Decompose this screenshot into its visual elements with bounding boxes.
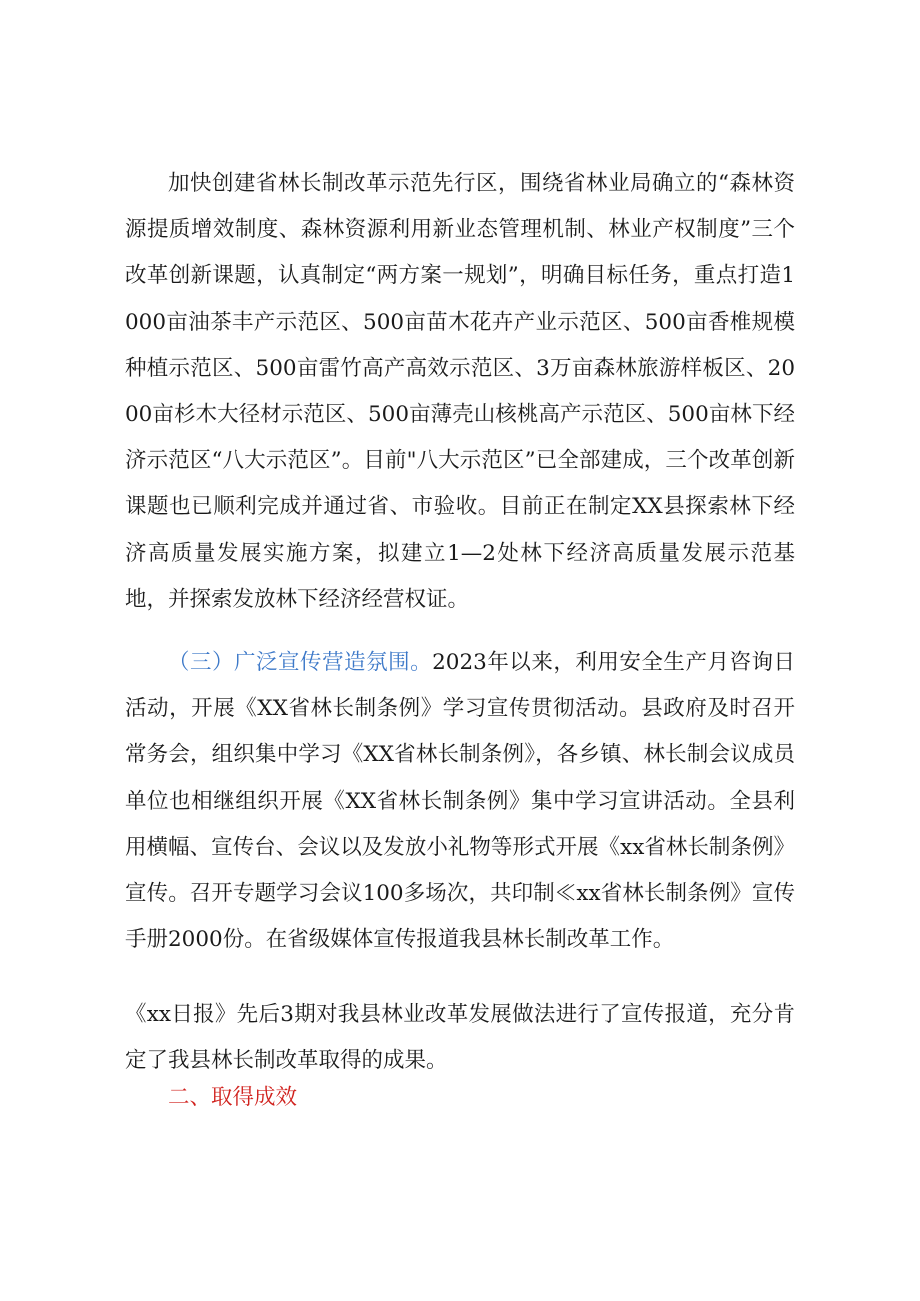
- body-paragraph-publicity: [125, 640, 795, 963]
- publicity-body-text: 2023年以来，利用安全生产月咨询日活动，开展《XX省林长制条例》学习宣传贯彻活动。县政府及时召开常务会，组织集中学习《XX省林长制条例》，各乡镇、林长制会议成员单位也相继组织开展《XX省林长制条例》集中学习宣讲活动。全县利用横幅、宣传台、会议以及发放小礼物等形式开展《xx省林长制条例》宣传。召开专题学习会议100多场次，共印制≪xx省林长制条例》宣传手册2000份。在省级媒体宣传报道我县林长制改革工作。: [125, 650, 795, 953]
- subheading-publicity: （三）广泛宣传营造氛围。: [168, 650, 433, 675]
- body-paragraph-pilot-zone: 加快创建省林长制改革示范先行区，围绕省林业局确立的“森林资源提质增效制度、森林资源利用新业态管理机制、林业产权制度”三个改革创新课题，认真制定“两方案一规划”，明确目标任务，重点打造1000亩油茶丰产示范区、500亩苗木花卉产业示范区、500亩香椎规模种植示范区、500亩雷竹高产高效示范区、3万亩森林旅游样板区、2000亩杉木大径材示范区、500亩薄壳山核桃高产示范区、500亩林下经济示范区“八大示范区”。目前"八大示范区”已全部建成，三个改革创新课题也已顺利完成并通过省、市验收。目前正在制定XX县探索林下经济高质量发展实施方案，拟建立1—2处林下经济高质量发展示范基地，并探索发放林下经济经营权证。: [125, 171, 795, 612]
- section-heading-results: 二、取得成效: [168, 1085, 298, 1110]
- body-paragraph-daily-report: 《xx日报》先后3期对我县林业改革发展做法进行了宣传报道，充分肯定了我县林长制改革取得的成果。: [125, 1002, 795, 1074]
